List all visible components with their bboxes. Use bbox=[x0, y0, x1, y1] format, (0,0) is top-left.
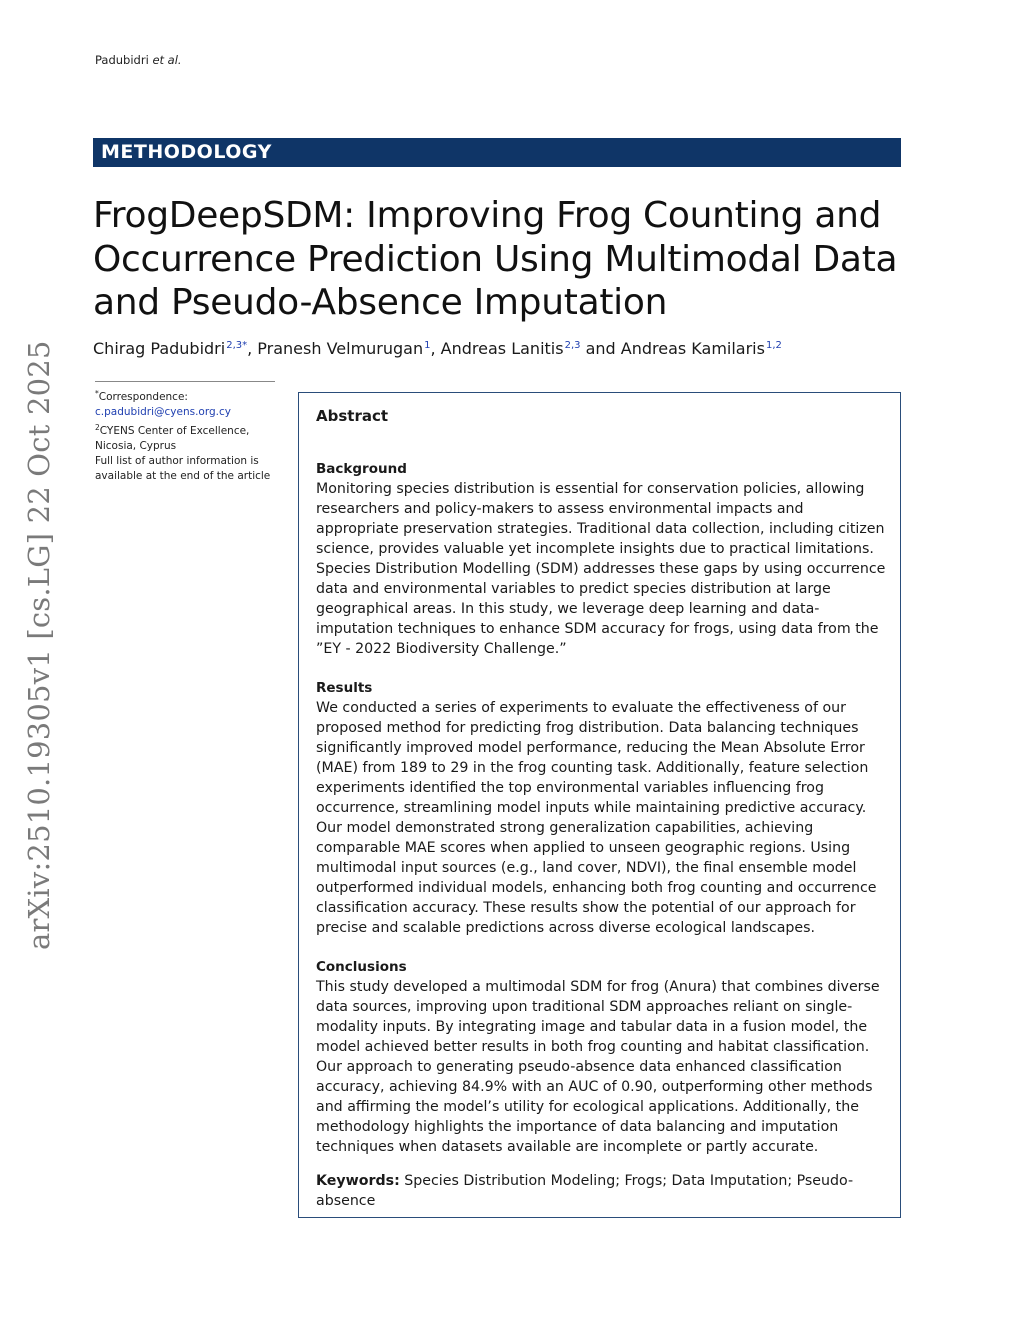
section-label-bar bbox=[93, 138, 901, 167]
affiliation-mark: 2 bbox=[95, 423, 100, 432]
correspondence-mark: * bbox=[95, 389, 99, 398]
keywords-text: Species Distribution Modeling; Frogs; Data Imputation; Pseudo-absence bbox=[316, 1173, 854, 1209]
author-affiliation-marker[interactable]: 2,3 bbox=[564, 340, 581, 351]
author-name: Andreas Lanitis bbox=[440, 339, 564, 358]
author-affiliation-marker[interactable]: 1 bbox=[424, 340, 431, 351]
author-affiliation-marker[interactable]: 2,3* bbox=[226, 340, 248, 351]
abstract-conclusions-section bbox=[316, 959, 888, 1157]
affiliation-location: Nicosia, Cyprus bbox=[95, 440, 177, 452]
correspondence-label: Correspondence: bbox=[98, 391, 188, 403]
footnote-divider bbox=[95, 381, 275, 382]
running-head-author: Padubidri bbox=[95, 53, 149, 67]
background-text: Monitoring species distribution is essential for conservation policies, allowing researchers and policy-makers to assess environmental impacts and appropriate preservation strategies. Traditional data collection, including citizen science, provides valuable yet incomplete insights due to practical limitations. Species Distribution Modelling (SDM) addresses these gaps by using occurrence data and environmental variables to predict species distribution at large geographical areas. In this study, we leverage deep learning and data-imputation techniques to enhance SDM accuracy for frogs, using data from the ”EY - 2022 Biodiversity Challenge.” bbox=[316, 481, 886, 657]
author-separator: and bbox=[580, 339, 621, 358]
author-name: Chirag Padubidri bbox=[93, 339, 226, 358]
running-head bbox=[95, 53, 182, 67]
keywords bbox=[316, 1171, 888, 1211]
author-separator: , bbox=[430, 339, 441, 358]
keywords-label: Keywords: bbox=[316, 1173, 400, 1189]
abstract-box bbox=[298, 392, 901, 1218]
abstract-results-section bbox=[316, 680, 888, 938]
abstract-title: Abstract bbox=[316, 407, 389, 425]
conclusions-text: This study developed a multimodal SDM for frog (Anura) that combines diverse data sources, improving upon traditional SDM approaches reliant on single-modality inputs. By integrating image and tabular data in a fusion model, the model achieved better results in both frog counting and habitat classification. Our approach to generating pseudo-absence data enhanced classification accuracy, achieving 84.9% with an AUC of 0.90, outperforming other methods and affirming the model’s utility for ecological applications. Additionally, the methodology highlights the importance of data balancing and imputation techniques when datasets available are incomplete or partly accurate. bbox=[316, 979, 880, 1155]
author-name: Pranesh Velmurugan bbox=[257, 339, 424, 358]
background-heading: Background bbox=[316, 461, 407, 477]
author-affiliation-marker[interactable]: 1,2 bbox=[765, 340, 782, 351]
section-label: METHODOLOGY bbox=[101, 141, 272, 163]
abstract-background-section bbox=[316, 461, 888, 659]
results-heading: Results bbox=[316, 680, 373, 696]
author-name: Andreas Kamilaris bbox=[620, 339, 765, 358]
affiliation-line bbox=[95, 420, 275, 439]
author-separator: , bbox=[247, 339, 258, 358]
affiliation-text: CYENS Center of Excellence, bbox=[99, 425, 250, 437]
correspondence-email-link[interactable]: c.padubidri@cyens.org.cy bbox=[95, 406, 231, 418]
abstract-content bbox=[316, 407, 888, 1211]
conclusions-heading: Conclusions bbox=[316, 959, 407, 975]
arxiv-identifier-stamp[interactable]: arXiv:2510.19305v1 [cs.LG] 22 Oct 2025 bbox=[22, 340, 56, 950]
author-list bbox=[93, 339, 782, 358]
correspondence-email-line bbox=[95, 405, 275, 420]
full-author-info-note: Full list of author information is available at the end of the article bbox=[95, 455, 271, 482]
running-head-etal: et al. bbox=[152, 53, 182, 67]
correspondence-line bbox=[95, 386, 275, 405]
author-notes bbox=[95, 386, 275, 484]
paper-title: FrogDeepSDM: Improving Frog Counting and Occurrence Prediction Using Multimodal Data and Pseudo-Absence Imputation bbox=[93, 195, 898, 323]
results-text: We conducted a series of experiments to evaluate the effectiveness of our proposed method for predicting frog distribution. Data balancing techniques significantly improved model performance, reducing the Mean Absolute Error (MAE) from 189 to 29 in the frog counting task. Additionally, feature selection experiments identified the top environmental variables influencing frog occurrence, streamlining model inputs while maintaining predictive accuracy. Our model demonstrated strong generalization capabilities, achieving comparable MAE scores when applied to unseen geographic regions. Using multimodal input sources (e.g., land cover, NDVI), the final ensemble model outperformed individual models, enhancing both frog counting and occurrence classification accuracy. These results show the potential of our approach for precise and scalable predictions across diverse ecological landscapes. bbox=[316, 700, 877, 936]
